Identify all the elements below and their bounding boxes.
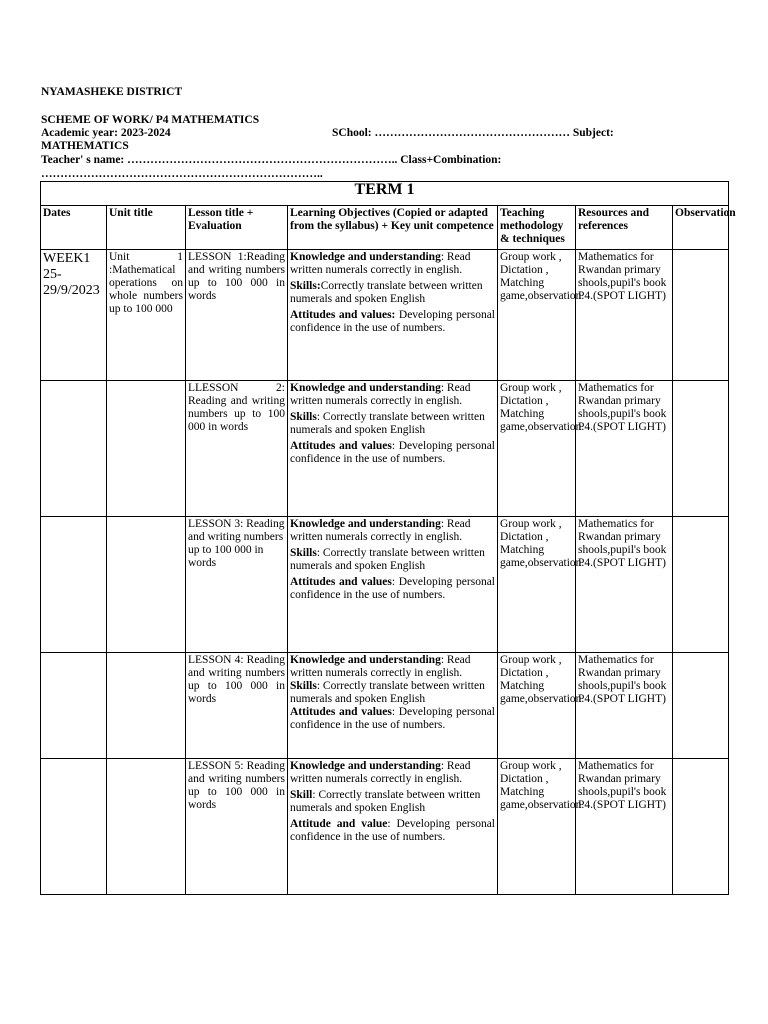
date-cell: WEEK1 25-29/9/2023 bbox=[41, 250, 107, 381]
date-cell bbox=[41, 517, 107, 653]
subject-name: MATHEMATICS bbox=[41, 140, 129, 152]
date-cell bbox=[41, 759, 107, 895]
observation-cell bbox=[673, 759, 729, 895]
attitudes-text: : Developing personal confidence in the use of numbers. bbox=[290, 576, 496, 601]
skills-label: Skills bbox=[290, 411, 317, 423]
resources-cell: Mathematics for Rwandan primary shools,pupil's book P4.(SPOT LIGHT) bbox=[576, 250, 673, 381]
skills-label: Skills: bbox=[290, 280, 321, 292]
objectives-cell bbox=[288, 759, 498, 895]
knowledge-text: : Read written numerals correctly in english. bbox=[290, 518, 471, 543]
knowledge-label: Knowledge and understanding bbox=[290, 251, 441, 263]
unit-cell bbox=[107, 517, 186, 653]
column-header-dates: Dates bbox=[41, 206, 107, 250]
knowledge-label: Knowledge and understanding bbox=[290, 760, 441, 772]
objectives-cell bbox=[288, 653, 498, 759]
scheme-title: SCHEME OF WORK/ P4 MATHEMATICS bbox=[41, 114, 260, 126]
district-heading: NYAMASHEKE DISTRICT bbox=[41, 86, 183, 98]
attitudes-text: Developing personal confidence in the use of numbers. bbox=[290, 309, 495, 334]
knowledge-text: : Read written numerals correctly in english. bbox=[290, 760, 471, 785]
attitudes-label: Attitudes and values: bbox=[290, 309, 396, 321]
observation-cell bbox=[673, 250, 729, 381]
objectives-cell bbox=[288, 250, 498, 381]
lesson-cell: LESSON 1:Reading and writing numbers up to 100 000 in words bbox=[186, 250, 288, 381]
table-row bbox=[41, 759, 729, 895]
academic-year: Academic year: 2023-2024 bbox=[41, 127, 171, 139]
dotted-fill-line: ……………………………………………………………….. bbox=[41, 168, 323, 180]
scheme-of-work-table bbox=[40, 181, 736, 895]
column-header-row bbox=[41, 206, 729, 250]
resources-cell: Mathematics for Rwandan primary shools,pupil's book P4.(SPOT LIGHT) bbox=[576, 517, 673, 653]
column-header-observation: Observation bbox=[673, 206, 729, 250]
skills-text: : Correctly translate between written numerals and spoken English bbox=[290, 411, 485, 436]
skills-label: Skills bbox=[290, 680, 317, 692]
skills-text: : Correctly translate between written numerals and spoken English bbox=[290, 789, 481, 814]
column-header-unit-title: Unit title bbox=[107, 206, 186, 250]
attitudes-label: Attitudes and values bbox=[290, 440, 392, 452]
objectives-cell bbox=[288, 381, 498, 517]
methodology-cell: Group work , Dictation , Matching game,observation. bbox=[498, 653, 576, 759]
column-header-objectives: Learning Objectives (Copied or adapted from the syllabus) + Key unit competence bbox=[288, 206, 498, 250]
skills-label: Skills bbox=[290, 547, 317, 559]
table-row bbox=[41, 517, 729, 653]
table-row bbox=[41, 381, 729, 517]
term-row bbox=[41, 182, 729, 206]
unit-cell bbox=[107, 759, 186, 895]
date-cell bbox=[41, 653, 107, 759]
methodology-cell: Group work , Dictation , Matching game,observation. bbox=[498, 250, 576, 381]
attitudes-text: : Developing personal confidence in the use of numbers. bbox=[290, 440, 496, 465]
date-cell bbox=[41, 381, 107, 517]
resources-cell: Mathematics for Rwandan primary shools,pupil's book P4.(SPOT LIGHT) bbox=[576, 759, 673, 895]
skills-text: Correctly translate between written numerals and spoken English bbox=[290, 280, 483, 305]
resources-cell: Mathematics for Rwandan primary shools,pupil's book P4.(SPOT LIGHT) bbox=[576, 381, 673, 517]
lesson-cell: LESSON 5: Reading and writing numbers up to 100 000 in words bbox=[186, 759, 288, 895]
unit-cell bbox=[107, 381, 186, 517]
term-title: TERM 1 bbox=[41, 182, 729, 206]
lesson-cell: LESSON 3: Reading and writing numbers up to 100 000 in words bbox=[186, 517, 288, 653]
table-row bbox=[41, 250, 729, 381]
attitudes-label: Attitudes and values bbox=[290, 576, 392, 588]
knowledge-text: : Read written numerals correctly in english. bbox=[290, 654, 471, 679]
observation-cell bbox=[673, 653, 729, 759]
unit-cell: Unit 1 :Mathematical operations on whole numbers up to 100 000 bbox=[107, 250, 186, 381]
attitudes-text: : Developing personal confidence in the use of numbers. bbox=[290, 818, 495, 843]
skills-text: : Correctly translate between written numerals and spoken English bbox=[290, 547, 485, 572]
observation-cell bbox=[673, 517, 729, 653]
column-header-lesson-title: Lesson title + Evaluation bbox=[186, 206, 288, 250]
table-row bbox=[41, 653, 729, 759]
unit-cell bbox=[107, 653, 186, 759]
lesson-cell: LESSON 4: Reading and writing numbers up to 100 000 in words bbox=[186, 653, 288, 759]
knowledge-label: Knowledge and understanding bbox=[290, 654, 441, 666]
knowledge-text: : Read written numerals correctly in english. bbox=[290, 382, 471, 407]
methodology-cell: Group work , Dictation , Matching game,observation. bbox=[498, 381, 576, 517]
knowledge-label: Knowledge and understanding bbox=[290, 518, 441, 530]
observation-cell bbox=[673, 381, 729, 517]
skills-label: Skill bbox=[290, 789, 313, 801]
objectives-cell bbox=[288, 517, 498, 653]
column-header-resources: Resources and references bbox=[576, 206, 673, 250]
knowledge-label: Knowledge and understanding bbox=[290, 382, 441, 394]
school-subject-line: SChool: …………………………………………… Subject: bbox=[332, 127, 614, 139]
methodology-cell: Group work , Dictation , Matching game,observation. bbox=[498, 517, 576, 653]
attitudes-text: : Developing personal confidence in the use of numbers. bbox=[290, 706, 496, 731]
methodology-cell: Group work , Dictation , Matching game,observation. bbox=[498, 759, 576, 895]
skills-text: : Correctly translate between written numerals and spoken English bbox=[290, 680, 485, 705]
column-header-methodology: Teaching methodology & techniques bbox=[498, 206, 576, 250]
attitudes-label: Attitude and value bbox=[290, 818, 388, 830]
resources-cell: Mathematics for Rwandan primary shools,pupil's book P4.(SPOT LIGHT) bbox=[576, 653, 673, 759]
attitudes-label: Attitudes and values bbox=[290, 706, 392, 718]
lesson-cell: LLESSON 2: Reading and writing numbers up to 100 000 in words bbox=[186, 381, 288, 517]
knowledge-text: : Read written numerals correctly in english. bbox=[290, 251, 471, 276]
teacher-class-line: Teacher' s name: …………………………………………………………….. Class+Combination: bbox=[41, 154, 502, 166]
